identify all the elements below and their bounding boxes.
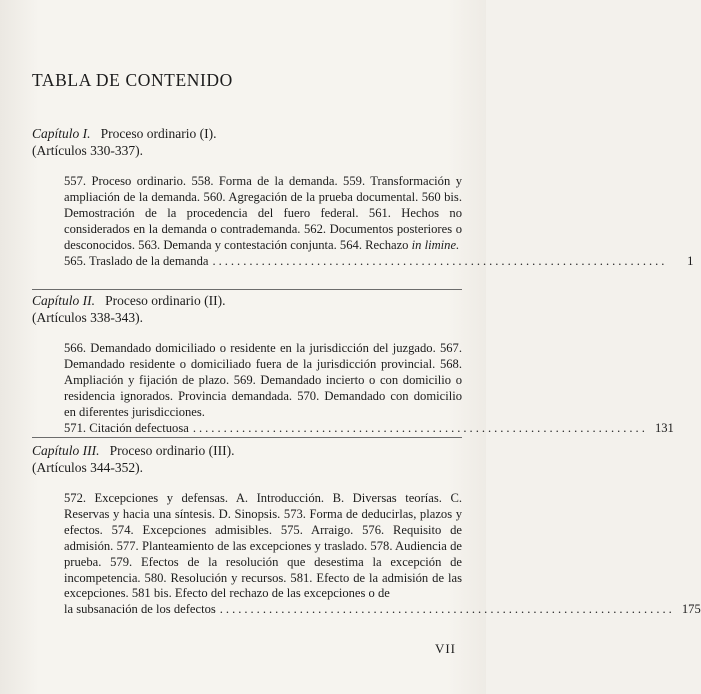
leader-dots: .......................................................................... <box>192 420 648 435</box>
chapter-1-name: Proceso ordinario (I). <box>100 126 217 141</box>
chapter-1-page-number: 1 <box>687 253 694 268</box>
chapter-3-heading <box>32 442 462 459</box>
chapter-2-entries-text: 566. Demandado domiciliado o residente en la jurisdicción del juzgado. 567. Demandado residente o domiciliado fuera de la jurisdicción provincial. 568. Ampliación y fijación de plazo. 569. Demandado incierto o con domicilio o residencia ignorados. Provincia demandada. 570. Demandado con domicilio en diferentes jurisdicciones. <box>64 341 462 419</box>
chapter-2-articles: (Artículos 338-343). <box>32 310 143 325</box>
chapter-3-last-line <box>64 602 701 618</box>
chapter-2-heading <box>32 292 462 309</box>
chapter-3-label: Capítulo III. <box>32 443 100 458</box>
chapter-2-name: Proceso ordinario (II). <box>105 293 226 308</box>
page-title: TABLA DE CONTENIDO <box>32 70 233 90</box>
chapter-3-articles: (Artículos 344-352). <box>32 460 143 475</box>
leader-dots: .......................................................................... <box>212 253 668 268</box>
chapter-2-last-line <box>64 420 674 437</box>
chapter-2-label: Capítulo II. <box>32 293 95 308</box>
chapter-2-entries <box>64 341 674 436</box>
chapter-3-entries-text: 572. Excepciones y defensas. A. Introducción. B. Diversas teorías. C. Reservas y hacia una síntesis. D. Sinopsis. 573. Forma de deducirlas, plazos y efectos. 574. Excepciones admisibles. 575. Arraigo. 576. Requisito de admisión. 577. Planteamiento de las excepciones y traslado. 578. Audiencia de prueba. 579. Efectos de la resolución que desestima la excepción de incompetencia. 580. Resolución y recursos. 581. Efecto de la admisión de las excepciones. 581 bis. Efecto del rechazo de las excepciones o de <box>64 491 462 601</box>
chapter-1-articles: (Artículos 330-337). <box>32 143 143 158</box>
chapter-1-heading <box>32 125 462 142</box>
chapter-1-entries-italic: in limine. <box>411 237 460 252</box>
chapter-3-page-number: 175 <box>681 602 701 617</box>
chapter-1 <box>32 125 694 269</box>
chapter-2-last-entry: 571. Citación defectuosa <box>64 420 189 435</box>
chapter-3-last-entry: la subsanación de los defectos <box>64 602 216 617</box>
chapter-1-entries <box>64 174 694 269</box>
section-divider <box>32 437 462 438</box>
chapter-3-name: Proceso ordinario (III). <box>109 443 235 458</box>
chapter-1-last-entry: 565. Traslado de la demanda <box>64 253 209 268</box>
section-divider <box>32 289 462 290</box>
leader-dots: .......................................................................... <box>219 602 675 617</box>
chapter-1-label: Capítulo I. <box>32 126 91 141</box>
chapter-3 <box>32 442 701 618</box>
page-folio: VII <box>434 641 456 656</box>
chapter-2 <box>32 292 674 436</box>
chapter-1-last-line <box>64 253 694 270</box>
chapter-2-page-number: 131 <box>654 420 674 435</box>
chapter-1-entries-text: 557. Proceso ordinario. 558. Forma de la demanda. 559. Transformación y ampliación de la demanda. 560. Agregación de la prueba documental. 560 bis. Demostración de la procedencia del fuero federal. 561. Hechos no considerados en la demanda o contrademanda. 562. Documentos posteriores o desconocidos. 563. Demanda y contestación conjunta. 564. Rechazo <box>64 174 462 252</box>
chapter-3-entries <box>64 491 701 618</box>
